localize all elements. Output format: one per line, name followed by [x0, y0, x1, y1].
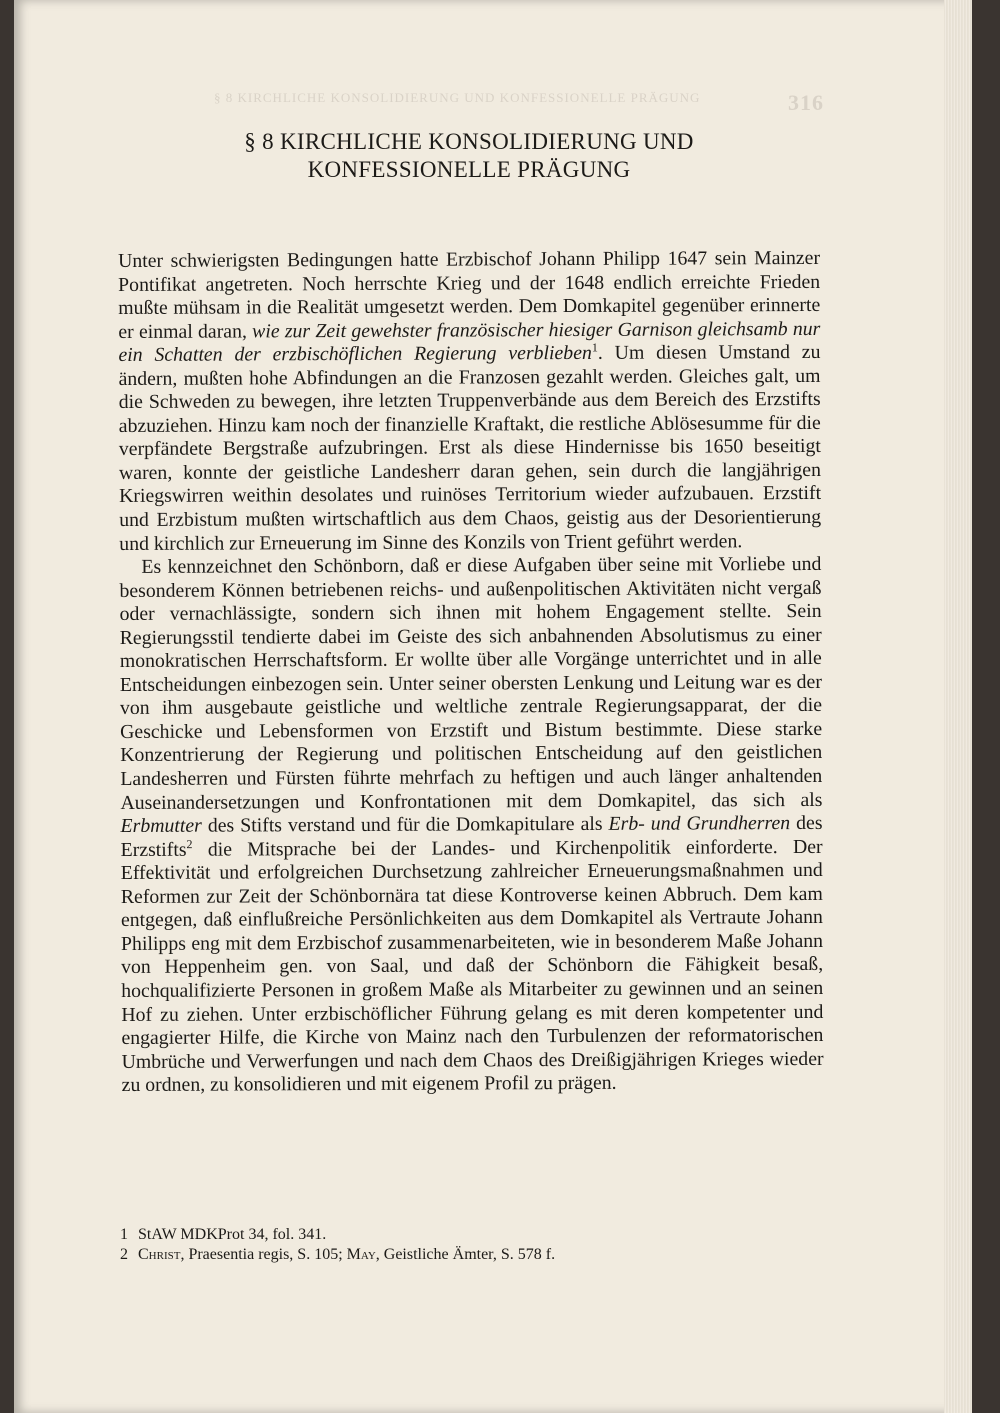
paragraph-2-em-1: Erbmutter: [120, 814, 202, 838]
footnote-1-text: StAW MDKProt 34, fol. 341.: [138, 1226, 327, 1243]
footnote-2: [120, 1245, 740, 1265]
paragraph-2-text-d: die Mitsprache bei der Landes- und Kirchenpolitik einforderte. Der Effektivität und erfolgreichen Durchsetzung zahlreicher Erneuerungsmaßnahmen und Reformen zur Zeit der Schönbornära tat diese Kontroverse keinen Abbruch. Dem kam entgegen, daß einflußreiche Persönlichkeiten aus dem Domkapitel als Vertraute Johann Philipps eng mit dem Erzbischof zusammenarbeiteten, wie in besonderem Maße Johann von Heppenheim gen. von Saal, und daß der Schönborn die Fähigkeit besaß, hochqualifizierte Personen in großem Maße als Mitarbeiter zu gewinnen und an seinen Hof zu ziehen. Unter erzbischöflicher Führung gelang es mit deren kompetenter und engagierter Hilfe, die Kirche von Mainz nach den Turbulenzen der reformatorischen Umbrüche und Verwerfungen und nach dem Chaos des Dreißigjährigen Krieges wieder zu ordnen, zu konsolidieren und mit eigenem Profil zu prägen.: [120, 835, 824, 1097]
footnote-2-part-2: , Praesentia regis, S. 105;: [180, 1246, 347, 1263]
bleed-through-text: [214, 90, 824, 116]
paragraph-2-text-c: des Erzstifts: [120, 812, 823, 861]
book-page: [14, 0, 972, 1413]
paragraph-1: [118, 247, 821, 556]
footnote-2-author-2: May: [346, 1246, 376, 1263]
footnote-2-part-4: , Geistliche Ämter, S. 578 f.: [375, 1246, 556, 1263]
footnote-2-text: [138, 1245, 555, 1265]
bleed-through-title: § 8 KIRCHLICHE KONSOLIDIERUNG UND KONFESSIONELLE PRÄGUNG: [214, 90, 701, 105]
footnote-2-author-1: Christ: [138, 1246, 181, 1263]
section-heading: [114, 128, 824, 184]
page-edge: [944, 0, 972, 1413]
paragraph-2-text-a: Es kennzeichnet den Schönborn, daß er diese Aufgaben über seine mit Vorliebe und besonderem Können betriebenen reichs- und außenpolitischen Aktivitäten nicht vergaß oder vernachlässigte, sondern sich ihnen mit hohem Engagement stellte. Sein Regierungsstil tendierte dabei im Geiste des sich anbahnenden Absolutismus zu einer monokratischen Herrschaftsform. Er wollte über alle Vorgänge unterrichtet und in alle Entscheidungen einbezogen sein. Unter seiner obersten Lenkung und Leitung war es der von ihm ausgebaute geistliche und weltliche zentrale Regierungsapparat, der die Geschicke und Lebensformen von Erzstift und Bistum bestimmte. Diese starke Konzentrierung der Regierung und politischen Entscheidung auf den geistlichen Landesherren und Fürsten führte mehrfach zu heftigen und auch länger anhaltenden Auseinandersetzungen und Konfrontationen mit dem Domkapitel, das sich als: [119, 553, 823, 814]
bleed-through-header: [214, 90, 824, 116]
paragraph-2: [119, 553, 823, 1098]
footnote-ref-1: 1: [591, 340, 598, 355]
paragraph-2-em-2: Erb- und Grundherren: [608, 812, 791, 835]
paragraph-1-text-b: . Um diesen Umstand zu ändern, mußten hohe Abfindungen an die Franzosen gezahlt werden. Gleiches galt, um die Schweden zu bewegen, ihre letzten Truppenverbände aus dem Bereich des Erzstifts abzuziehen. Hinzu kam noch der finanzielle Kraftakt, die restliche Ablösesumme für die verpfändete Bergstraße aufzubringen. Erst als diese Hindernisse bis 1650 beseitigt waren, konnte der geistliche Landesherr daran gehen, sein durch die langjährigen Kriegswirren weithin desolates und ruinöses Territorium wieder aufzubauen. Erzstift und Erzbistum mußten wirtschaftlich aus dem Chaos, geistig aus der Desorientierung und kirchlich zur Erneuerung im Sinne des Konzils von Trient geführt werden.: [118, 341, 822, 555]
footnote-ref-2: 2: [186, 836, 193, 851]
footnote-2-number: 2: [120, 1246, 128, 1263]
heading-line-1: § 8 KIRCHLICHE KONSOLIDIERUNG UND: [244, 129, 694, 154]
paragraph-2-text-b: des Stifts verstand und für die Domkapitulare als: [201, 812, 609, 837]
footnote-1-number: 1: [120, 1226, 128, 1243]
footnotes: [120, 1225, 740, 1265]
paragraph-1-quote: wie zur Zeit gewehster französischer hiesiger Garnison gleichsamb nur ein Schatten der erzbischöflichen Regierung verblieben: [118, 317, 821, 367]
body-text: [118, 247, 824, 1098]
footnote-1: [120, 1225, 740, 1245]
paragraph-1-text-a: Unter schwierigsten Bedingungen hatte Erzbischof Johann Philipp 1647 sein Mainzer Pontifikat angetreten. Noch herrschte Krieg und der 1648 endlich erreichte Frieden mußte mühsam in die Realität umgesetzt werden. Dem Domkapitel gegenüber erinnerte er einmal daran,: [118, 246, 821, 343]
heading-line-2: KONFESSIONELLE PRÄGUNG: [307, 157, 631, 182]
bleed-through-page-number: 316: [788, 90, 824, 115]
